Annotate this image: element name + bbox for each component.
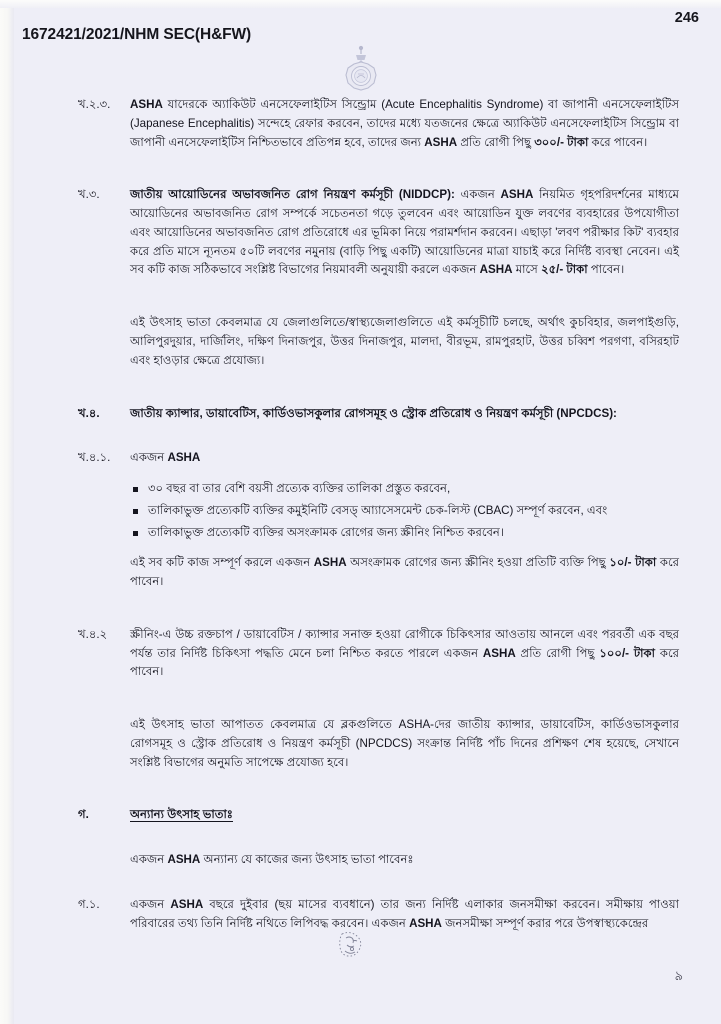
spacer [0, 592, 721, 626]
niddcp-district-note: এই উৎসাহ ভাতা কেবলমাত্র যে জেলাগুলিতে/স্বাস্থ্যজেলাগুলিতে এই কর্মসূচীটি চলছে, অর্থাৎ কুচবিহার, জলপাইগুড়ি, আলিপুরদুয়ার, দার্জিলিং, দক্ষিণ দিনাজপুর, উত্তর দিনাজপুর, মালদা, বীরভূম, রামপুরহাট, উত্তর চব্বিশ পরগণা, বসিরহাট এবং হাওড়ার ক্ষেত্রে প্রযোজ্য। [130, 316, 679, 367]
npcdcs-training-note: এই উৎসাহ ভাতা আপাতত কেবলমাত্র যে ব্লকগুলিতে ASHA-দের জাতীয় ক্যান্সার, ডায়াবেটিস, কার্ডিওভাসকুলার রোগসমূহ ও স্ট্রোক প্রতিরোধ ও নিয়ন্ত্রণ কর্মসূচী (NPCDCS) সংক্রান্ত নির্দিষ্ট পাঁচ দিনের প্রশিক্ষণ শেষ হয়েছে, সেখানে সংশ্লিষ্ট বিভাগের অনুমতি সাপেক্ষে প্রযোজ্য হবে। [130, 718, 679, 769]
government-emblem-icon [335, 44, 387, 100]
spacer [0, 825, 721, 851]
section-row [0, 186, 721, 280]
section-marker: গ. [78, 808, 89, 822]
section-marker: গ.১. [78, 898, 100, 912]
section-row [0, 96, 721, 152]
section-marker: খ.৪. [78, 406, 100, 420]
npcdcs-sub1-row [0, 449, 721, 468]
spacer [0, 468, 721, 478]
spacer [0, 544, 721, 554]
npcdcs-sub2-paragraph: স্ক্রীনিং-এ উচ্চ রক্তচাপ / ডায়াবেটিস / ক্যান্সার সনাক্ত হওয়া রোগীকে চিকিৎসার আওতায় আনলে এবং পরবর্তী এক বছর পর্যন্ত তার নির্দিষ্ট চিকিৎসা পদ্ধতি মেনে চলা নিশ্চিত করতে পারলে একজন ASHA প্রতি রোগী পিছু ১০০/- টাকা করে পাবেন। [130, 627, 680, 679]
list-item: ৩০ বছর বা তার বেশি বয়সী প্রত্যেক ব্যক্তির তালিকা প্রস্তুত করবেন, [148, 478, 679, 500]
spacer [0, 152, 721, 186]
list-item: তালিকাভুক্ত প্রত্যেকটি ব্যক্তির অসংক্রামক রোগের জন্য স্ক্রীনিং নিশ্চিত করবেন। [148, 522, 679, 544]
section-marker: খ.৪.২ [78, 627, 108, 641]
signature-stamp-icon [334, 928, 368, 962]
document-body [0, 96, 721, 934]
npcdcs-heading-row [0, 405, 721, 424]
npcdcs-heading-text: জাতীয় ক্যান্সার, ডায়াবেটিস, কার্ডিওভাসকুলার রোগসমূহ ও স্ট্রোক প্রতিরোধ ও নিয়ন্ত্রণ কর্মসূচী (NPCDCS): [130, 406, 617, 420]
section-paragraph: জাতীয় আয়োডিনের অভাবজনিত রোগ নিয়ন্ত্রণ কর্মসূচী (NIDDCP): একজন ASHA নিয়মিত গৃহপরিদর্শনের মাধ্যমে আয়োডিনের অভাবজনিত রোগ সম্পর্কে সচেতনতা গড়ে তুলবেন এবং আয়োডিন যুক্ত লবণের ব্যবহারের উপযোগীতা এবং আয়োডিনের অভাবজনিত রোগ প্রতিরোধে এর ভূমিকা নিয়ে পরামর্শদান করবেন। এছাড়া 'লবণ পরীক্ষার কিট' ব্যবহার করে প্রতি মাসে ন্যূনতম ৫০টি লবণের নমুনায় (বাড়ি পিছু একটি) আয়োডিনের মাত্রা যাচাই করে নির্দিষ্ট ব্যবস্থা নেবেন। এই সব কটি কাজ সঠিকভাবে সংশ্লিষ্ট বিভাগের নিয়মাবলী অনুযায়ী করলে একজন ASHA মাসে ২৫/- টাকা পাবেন। [130, 188, 679, 277]
other-incentives-item1-paragraph: একজন ASHA বছরে দুইবার (ছয় মাসের ব্যবধানে) তার জন্য নির্দিষ্ট এলাকার জনসমীক্ষা করবেন। সমীক্ষায় পাওয়া পরিবারের তথ্য তিনি নির্দিষ্ট নথিতে লিপিবদ্ধ করবেন। একজন ASHA জনসমীক্ষা সম্পূর্ণ করার পরে উপস্বাস্থ্যকেন্দ্রের [130, 898, 679, 930]
document-file-number: 1672421/2021/NHM SEC(H&FW) [22, 26, 252, 43]
scan-top-edge [0, 0, 721, 8]
npcdcs-sub1-closing: এই সব কটি কাজ সম্পূর্ণ করলে একজন ASHA অসংক্রামক রোগের জন্য স্ক্রীনিং হওয়া প্রতিটি ব্যক্তি পিছু ১০/- টাকা করে পাবেন। [130, 556, 679, 588]
spacer [0, 371, 721, 405]
npcdcs-sub1-lead: একজন ASHA [130, 451, 201, 465]
spacer [0, 682, 721, 716]
spacer [0, 423, 721, 449]
npcdcs-heading [130, 405, 679, 424]
spacer [0, 772, 721, 806]
section-marker: খ.৩. [78, 188, 100, 202]
page-stamp-number: 246 [674, 10, 699, 26]
list-item: তালিকাভুক্ত প্রত্যেকটি ব্যক্তির কমুইনিটি বেসড্ আ্যাসেসমেন্ট চেক-লিস্ট (CBAC) সম্পূর্ণ করবেন, এবং [148, 500, 679, 522]
other-incentives-heading-text: অন্যান্য উৎসাহ ভাতাঃ [130, 808, 233, 822]
npcdcs-sub2-row [0, 626, 721, 682]
spacer [0, 870, 721, 896]
npcdcs-task-list [0, 478, 721, 544]
section-paragraph: ASHA যাদেরকে অ্যাকিউট এনসেফেলাইটিস সিন্ড্রোম (Acute Encephalitis Syndrome) বা জাপানী এনসেফেলাইটিস (Japanese Encephalitis) সন্দেহে রেফার করবেন, তাদের মধ্যে যতজনের ক্ষেত্রে অ্যাকিউট এনসেফেলাইটিস সিন্ড্রোম বা জাপানী এনসেফেলাইটিস নিশ্চিতভাবে প্রতিপন্ন হবে, তাদের জন্য ASHA প্রতি রোগী পিছু ৩০০/- টাকা করে পাবেন। [130, 98, 679, 149]
section-marker: খ.৪.১. [78, 451, 111, 465]
other-incentives-heading [130, 806, 679, 825]
folio-number: ৯ [674, 968, 683, 983]
spacer [0, 280, 721, 314]
section-marker: খ.২.৩. [78, 98, 111, 111]
other-incentives-heading-row [0, 806, 721, 825]
other-incentives-lead: একজন ASHA অন্যান্য যে কাজের জন্য উৎসাহ ভাতা পাবেনঃ [130, 853, 414, 867]
